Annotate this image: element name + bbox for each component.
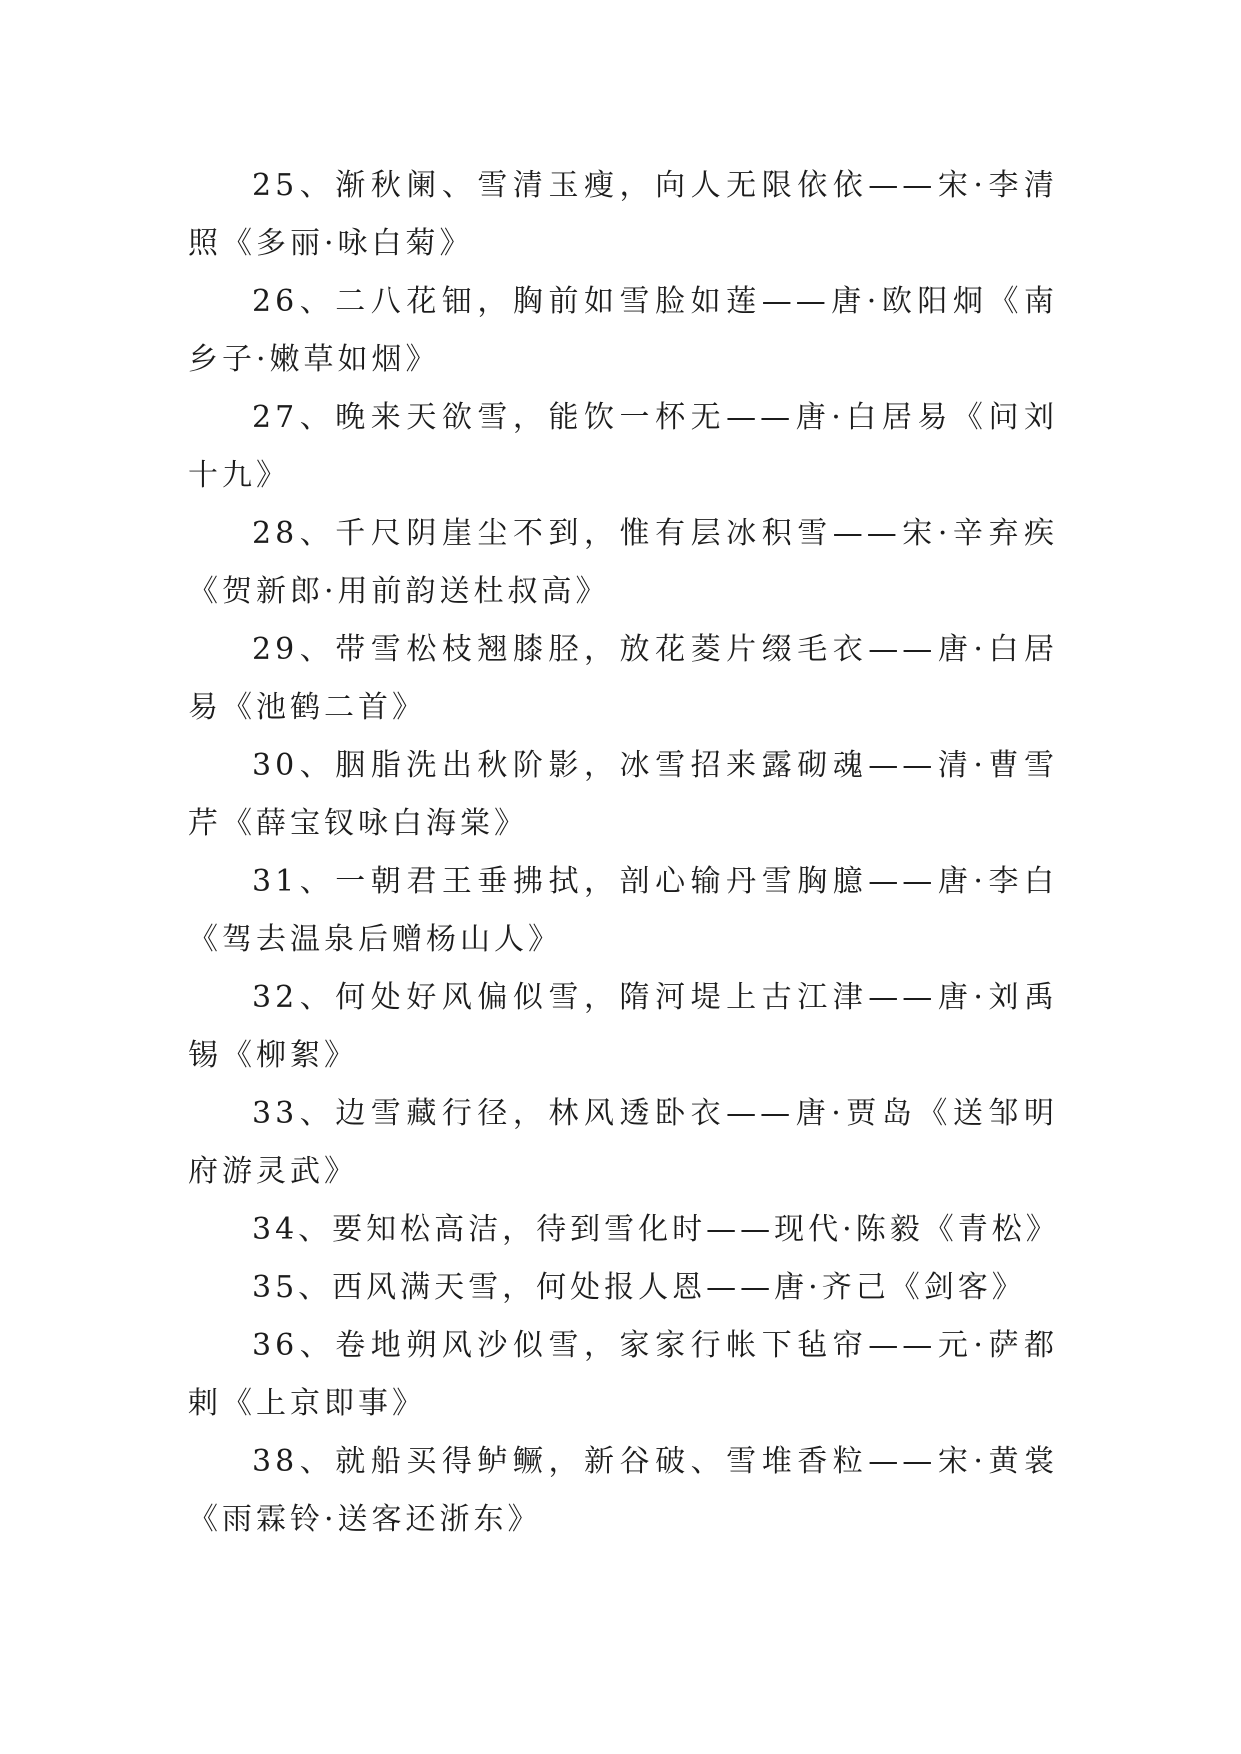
list-item: 33、边雪藏行径，林风透卧衣——唐·贾岛《送邹明府游灵武》: [188, 1096, 1058, 1189]
list-item: 29、带雪松枝翘膝胫，放花菱片缀毛衣——唐·白居易《池鹤二首》: [188, 632, 1058, 725]
list-item: 28、千尺阴崖尘不到，惟有层冰积雪——宋·辛弃疾《贺新郎·用前韵送杜叔高》: [188, 516, 1058, 609]
poem-list: [188, 157, 1058, 1549]
list-item: 30、胭脂洗出秋阶影，冰雪招来露砌魂——清·曹雪芹《薛宝钗咏白海棠》: [188, 748, 1058, 841]
list-item: 27、晚来天欲雪，能饮一杯无——唐·白居易《问刘十九》: [188, 400, 1058, 493]
list-item: 32、何处好风偏似雪，隋河堤上古江津——唐·刘禹锡《柳絮》: [188, 980, 1058, 1073]
list-item: 26、二八花钿，胸前如雪脸如莲——唐·欧阳炯《南乡子·嫩草如烟》: [188, 284, 1058, 377]
list-item: 36、卷地朔风沙似雪，家家行帐下毡帘——元·萨都剌《上京即事》: [188, 1328, 1058, 1421]
list-item: 35、西风满天雪，何处报人恩——唐·齐己《剑客》: [252, 1270, 1026, 1305]
list-item: 34、要知松高洁，待到雪化时——现代·陈毅《青松》: [252, 1212, 1060, 1247]
list-item: 25、渐秋阑、雪清玉瘦，向人无限依依——宋·李清照《多丽·咏白菊》: [188, 168, 1058, 261]
list-item: 31、一朝君王垂拂拭，剖心输丹雪胸臆——唐·李白《驾去温泉后赠杨山人》: [188, 864, 1058, 957]
list-item: 38、就船买得鲈鳜，新谷破、雪堆香粒——宋·黄裳《雨霖铃·送客还浙东》: [188, 1444, 1058, 1537]
